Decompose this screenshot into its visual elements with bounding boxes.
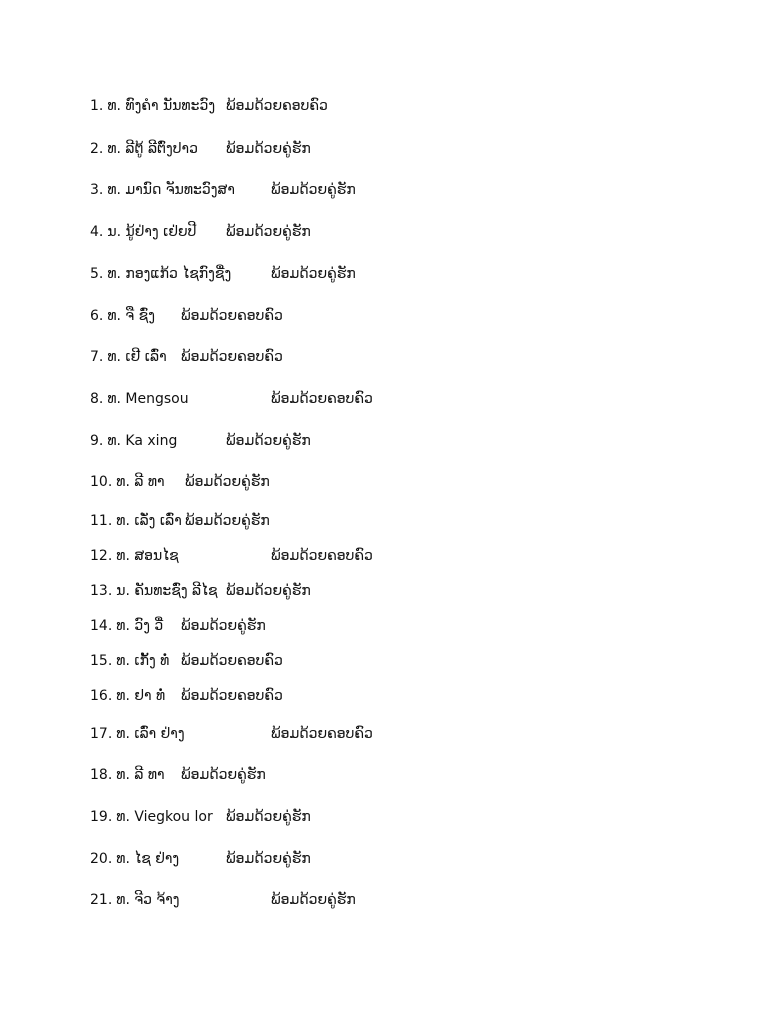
item-number: 12. (90, 548, 113, 564)
item-role: ພ້ອມດ້ວຍຄອບຄົວ (226, 98, 328, 114)
item-name: ທ. ຈື ຊົ່ງ (107, 308, 155, 324)
item-role: ພ້ອມດ້ວຍຄູ່ຮັກ (226, 433, 311, 449)
item-number: 1. (90, 98, 104, 114)
item-number: 6. (90, 308, 104, 324)
item-number: 20. (90, 851, 113, 867)
item-number: 11. (90, 513, 113, 529)
list-item (90, 346, 283, 368)
list-item (90, 305, 283, 327)
item-name: ທ. ໄຊ ຢ່າງ (116, 851, 180, 867)
list-item (90, 889, 356, 911)
item-number: 18. (90, 767, 113, 783)
list-item (90, 430, 311, 452)
item-role: ພ້ອມດ້ວຍຄອບຄົວ (181, 349, 283, 365)
list-item (90, 263, 356, 285)
item-role: ພ້ອມດ້ວຍຄູ່ຮັກ (226, 224, 311, 240)
item-role: ພ້ອມດ້ວຍຄູ່ຮັກ (181, 618, 266, 634)
list-item (90, 764, 266, 786)
list-item (90, 650, 283, 672)
item-name: ທ. Mengsou (107, 391, 189, 407)
list-item (90, 221, 311, 243)
list-item (90, 179, 356, 201)
item-role: ພ້ອມດ້ວຍຄູ່ຮັກ (226, 851, 311, 867)
item-name: ທ. ລີ ທາ (116, 767, 165, 783)
item-name: ທ. ກອງແກ້ວ ໄຊກົງຊື່ງ (107, 266, 232, 282)
item-number: 21. (90, 892, 113, 908)
list-item (90, 471, 270, 493)
item-name: ທ. ລີ ທາ (116, 474, 165, 490)
item-name: ທ. ຢາ ທໍ່ (116, 688, 166, 704)
item-role: ພ້ອມດ້ວຍຄູ່ຮັກ (181, 767, 266, 783)
list-item (90, 545, 373, 567)
list-item (90, 388, 373, 410)
item-number: 17. (90, 726, 113, 742)
item-role: ພ້ອມດ້ວຍຄູ່ຮັກ (271, 182, 356, 198)
item-name: ນ. ນູ້ຢ່າງ ເຢ່ຍປີ (107, 224, 197, 240)
item-role: ພ້ອມດ້ວຍຄູ່ຮັກ (226, 809, 311, 825)
list-item (90, 580, 311, 602)
item-number: 19. (90, 809, 113, 825)
list-item (90, 723, 373, 745)
item-number: 10. (90, 474, 113, 490)
item-number: 13. (90, 583, 113, 599)
item-name: ທ. ມານົດ ຈັນທະວົງສາ (107, 182, 235, 198)
item-name: ທ. ເລົ່າ ຢ່າງ (116, 726, 185, 742)
item-role: ພ້ອມດ້ວຍຄູ່ຮັກ (185, 513, 270, 529)
item-name: ທ. Viegkou lor (116, 809, 213, 825)
item-name: ທ. ເກັ້ງ ທໍ່ (116, 653, 170, 669)
item-number: 16. (90, 688, 113, 704)
list-item (90, 848, 311, 870)
item-name: ທ. Ka xing (107, 433, 178, 449)
item-role: ພ້ອມດ້ວຍຄອບຄົວ (181, 653, 283, 669)
item-number: 3. (90, 182, 104, 198)
item-number: 9. (90, 433, 104, 449)
item-role: ພ້ອມດ້ວຍຄອບຄົວ (181, 688, 283, 704)
list-item (90, 138, 311, 160)
item-name: ທ. ເຢີ ເລົ່າ (107, 349, 167, 365)
item-role: ພ້ອມດ້ວຍຄູ່ຮັກ (226, 583, 311, 599)
item-name: ນ. ຄັນທະຊົ່ງ ລີໄຊ (116, 583, 218, 599)
item-number: 5. (90, 266, 104, 282)
item-number: 7. (90, 349, 104, 365)
list-item (90, 685, 283, 707)
list-item (90, 95, 328, 117)
item-role: ພ້ອມດ້ວຍຄູ່ຮັກ (185, 474, 270, 490)
item-name: ທ. ເລັ່ງ ເລົ່າ (116, 513, 182, 529)
item-number: 14. (90, 618, 113, 634)
list-item (90, 806, 311, 828)
item-role: ພ້ອມດ້ວຍຄູ່ຮັກ (271, 266, 356, 282)
item-role: ພ້ອມດ້ວຍຄອບຄົວ (271, 548, 373, 564)
item-name: ທ. ສອນໄຊ (116, 548, 179, 564)
item-role: ພ້ອມດ້ວຍຄູ່ຮັກ (271, 892, 356, 908)
list-item (90, 615, 266, 637)
item-number: 8. (90, 391, 104, 407)
item-number: 2. (90, 141, 104, 157)
item-name: ທ. ຈີວ ຈ້າງ (116, 892, 180, 908)
item-role: ພ້ອມດ້ວຍຄອບຄົວ (271, 726, 373, 742)
item-number: 4. (90, 224, 104, 240)
item-name: ທ. ລີຕູ້ ລີຕົ່ງປາວ (107, 141, 198, 157)
item-role: ພ້ອມດ້ວຍຄອບຄົວ (271, 391, 373, 407)
item-name: ທ. ວົງ ວື່ (116, 618, 164, 634)
item-role: ພ້ອມດ້ວຍຄູ່ຮັກ (226, 141, 311, 157)
item-name: ທ. ທົງຄໍາ ນັນທະວົງ (107, 98, 216, 114)
list-item (90, 510, 270, 532)
item-number: 15. (90, 653, 113, 669)
item-role: ພ້ອມດ້ວຍຄອບຄົວ (181, 308, 283, 324)
